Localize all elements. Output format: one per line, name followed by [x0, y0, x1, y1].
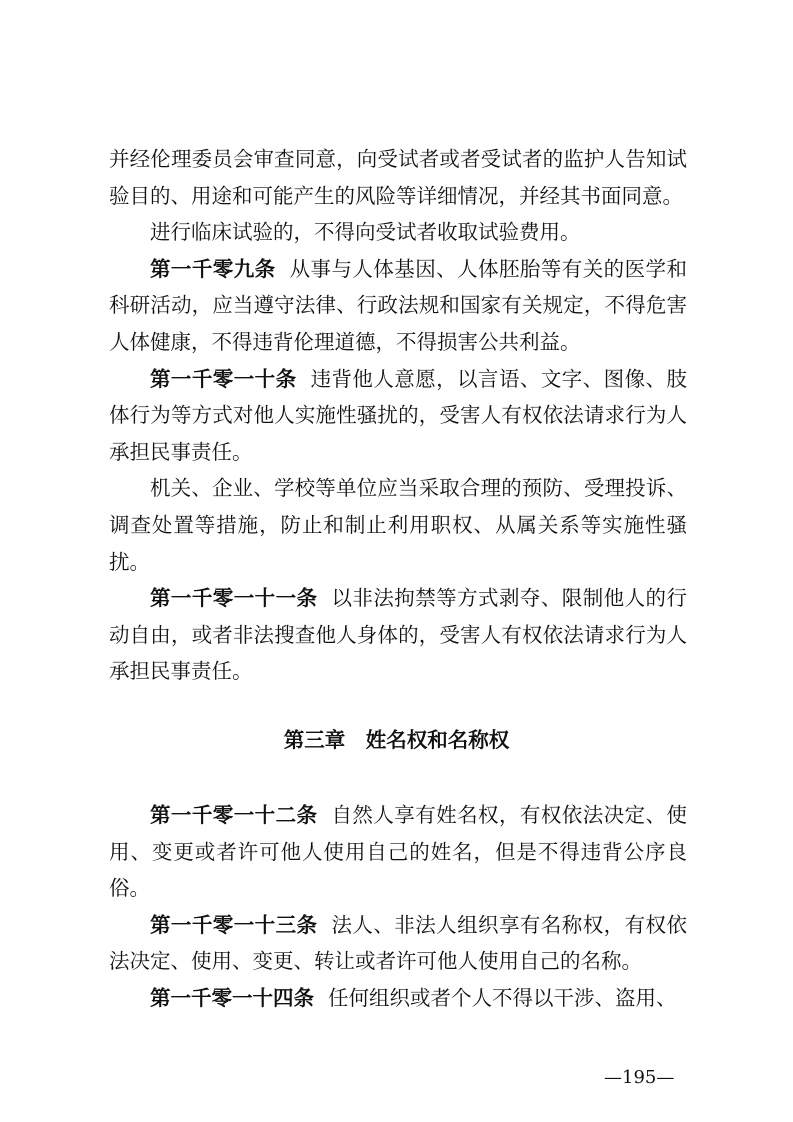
- article-text: 任何组织或者个人不得以干涉、盗用、: [328, 985, 677, 1010]
- paragraph: [109, 141, 687, 214]
- body-text-lower: [109, 797, 687, 1017]
- article-1013: [109, 907, 687, 980]
- article-1011: [109, 580, 687, 690]
- article-number: 第一千零一十四条: [150, 985, 314, 1010]
- article-text: 自然人享有姓名权，有权依法决定、使用、变更或者许可他人使用自己的姓名，但是不得违背公序良俗。: [109, 803, 687, 901]
- article-number: 第一千零一十条: [150, 366, 297, 391]
- article-number: 第一千零一十二条: [150, 803, 318, 827]
- page-number: —195—: [604, 1067, 675, 1088]
- article-1014: [109, 980, 687, 1017]
- article-number: 第一千零一十三条: [150, 912, 318, 937]
- article-number: 第一千零九条: [150, 256, 276, 281]
- article-number: 第一千零一十一条: [150, 586, 318, 611]
- paragraph-text: 并经伦理委员会审查同意，向受试者或者受试者的监护人告知试验目的、用途和可能产生的风险等详细情况，并经其书面同意。: [109, 147, 687, 208]
- article-text: 法人、非法人组织享有名称权，有权依法决定、使用、变更、转让或者许可他人使用自己的名称。: [109, 912, 687, 974]
- article-1009: [109, 251, 687, 361]
- article-text: 以非法拘禁等方式剥夺、限制他人的行动自由，或者非法搜查他人身体的，受害人有权依法请求行为人承担民事责任。: [109, 586, 687, 684]
- paragraph: [109, 214, 687, 251]
- paragraph: [109, 470, 687, 580]
- body-text-upper: [109, 141, 687, 690]
- paragraph-text: 进行临床试验的，不得向受试者收取试验费用。: [150, 220, 581, 245]
- article-1010: [109, 361, 687, 471]
- article-text: 违背他人意愿，以言语、文字、图像、肢体行为等方式对他人实施性骚扰的，受害人有权依法请求行为人承担民事责任。: [109, 366, 687, 464]
- article-1012: [109, 797, 687, 907]
- chapter-title: 第三章 姓名权和名称权: [283, 728, 510, 752]
- paragraph-text: 机关、企业、学校等单位应当采取合理的预防、受理投诉、调查处置等措施，防止和制止利用职权、从属关系等实施性骚扰。: [109, 476, 687, 574]
- article-text: 从事与人体基因、人体胚胎等有关的医学和科研活动，应当遵守法律、行政法规和国家有关规定，不得危害人体健康，不得违背伦理道德，不得损害公共利益。: [109, 256, 687, 354]
